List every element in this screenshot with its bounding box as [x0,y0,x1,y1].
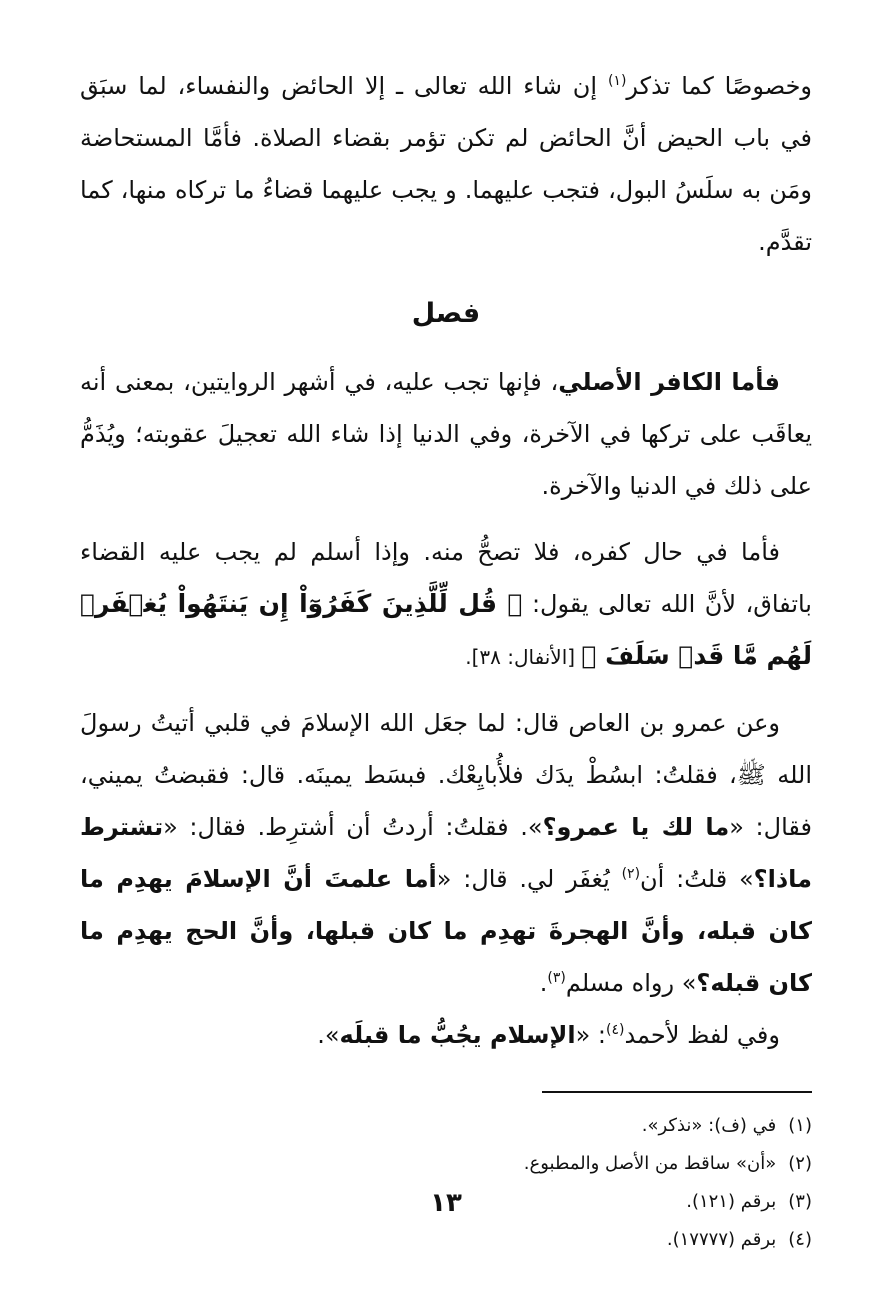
paragraph-4-text-c: ». فقلتُ: أردتُ أن أشترِط. فقال: « [163,813,543,841]
footnote-number: (١) [788,1115,812,1136]
verse-reference: [الأنفال: ٣٨]. [465,645,582,669]
paragraph-2 [80,356,812,512]
footnote-marker-2: (٢) [621,866,641,882]
footnote-marker-4: (٤) [605,1022,625,1038]
footnote-item [80,1221,812,1259]
paragraph-5-text-b: : « [575,1021,606,1049]
hadith-quote-4: الإسلام يجُبُّ ما قبلَه [339,1021,576,1049]
footnote-item [80,1107,812,1145]
footnotes-list [80,1107,812,1259]
paragraph-3-text: فأما في حال كفره، فلا تصحُّ منه. وإذا أسلم لم يجب عليه القضاء باتفاق، لأنَّ الله تعالى يقول: [80,538,812,618]
footnote-text: برقم (١٧٧٧٧). [666,1229,777,1250]
hadith-quote-1: ما لك يا عمرو؟ [542,813,730,841]
footnote-text: في (ف): «نذكر». [641,1115,777,1136]
footnote-number: (٤) [788,1229,812,1250]
footnote-marker-3: (٣) [547,970,566,986]
footnote-text: «أن» ساقط من الأصل والمطبوع. [523,1153,777,1174]
hadith-quote-3: أما علمتَ أنَّ الإسلامَ يهدِم ما كان قبله، وأنَّ الهجرةَ تهدِم ما كان قبلها، وأنَّ الحج يهدِم ما كان قبله؟ [80,865,812,997]
paragraph-3 [80,526,812,683]
quran-verse: ﴿ قُل لِّلَّذِينَ كَفَرُوٓاْ إِن يَنتَهُواْ يُغۡفَرۡ لَهُم مَّا قَدۡ سَلَفَ ﴾ [80,589,812,670]
footnote-text: برقم (١٢١). [686,1191,777,1212]
footnote-number: (٢) [788,1153,812,1174]
paragraph-4-text-g: . [539,969,548,997]
footnote-divider [542,1091,812,1093]
paragraph-4-text-e: يُغفَر لي. قال: « [436,865,622,893]
paragraph-4-text-d: » قلتُ: أن [640,865,754,893]
footnote-item [80,1145,812,1183]
paragraph-5-text-c: ». [317,1021,340,1049]
page-number: ١٣ [430,1188,462,1218]
book-page [80,60,812,1290]
paragraph-5-text-a: وفي لفظ لأحمد [624,1021,780,1049]
paragraph-4-text-f: » رواه مسلم [565,969,697,997]
footnote-number: (٣) [788,1191,812,1212]
paragraph-2-bold: فأما الكافر الأصلي [558,368,780,396]
paragraph-4-text-a: وعن عمرو بن العاص قال: لما جعَل الله الإسلامَ في قلبي أتيتُ رسولَ الله ﷺ، فقلتُ: ابسُطْ يدَك فلأُبايِعْك. فبسَط يمينَه. قال: فقبضتُ يميني، فقال: « [80,709,813,841]
paragraph-4 [80,697,812,1009]
paragraph-5 [80,1009,812,1061]
footnote-marker-1: (١) [607,73,627,89]
paragraph-1-text-a: وخصوصًا كما تذكر [626,72,812,100]
hadith-quote-2: تشترط ماذا؟ [80,813,813,893]
section-heading: فصل [411,298,481,329]
paragraph-2-text: ، فإنها تجب عليه، في أشهر الروايتين، بمعنى أنه يعاقَب على تركها في الآخرة، وفي الدنيا إذا شاء الله تعجيلَ عقوبته؛ ويُذَمُّ على ذلك في الدنيا والآخرة. [80,368,812,500]
paragraph-1-text-b: إن شاء الله تعالى ـ إلا الحائض والنفساء، لما سبَق في باب الحيض أنَّ الحائض لم تكن تؤمر بقضاء الصلاة. فأمَّا المستحاضة ومَن به سلَسُ البول، فتجب عليهما. و يجب عليهما قضاءُ ما تركاه منها، كما تقدَّم. [80,72,812,256]
paragraph-1 [80,60,812,268]
